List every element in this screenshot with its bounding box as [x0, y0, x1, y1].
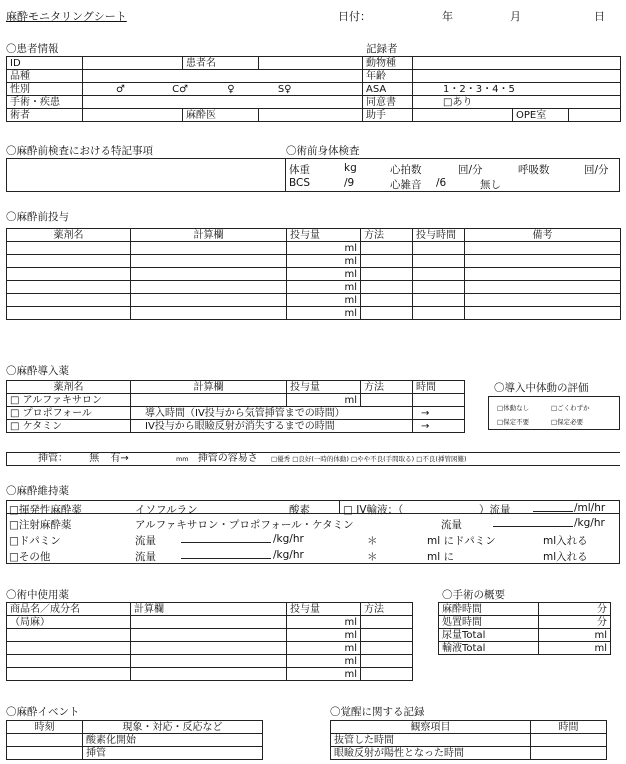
isoflurane-label: イソフルラン — [135, 504, 198, 516]
breed-field[interactable] — [83, 70, 363, 83]
table-row: ml — [7, 307, 621, 320]
patient-name-field[interactable] — [259, 57, 363, 70]
col-dose: 投与量 — [287, 229, 361, 242]
intubation-label: 挿管： — [38, 453, 68, 464]
alfaxalone-checkbox[interactable]: □ アルファキサロン — [7, 394, 131, 407]
dopamine-checkbox[interactable]: □ドパミン — [9, 535, 61, 547]
recovery-table: 観察項目 時間 抜管した時間 眼瞼反射が陽性となった時間 — [330, 720, 607, 760]
injectable-flow-unit: /kg/hr — [574, 517, 605, 529]
weight-label: 体重 — [289, 164, 310, 176]
asa-label: ASA — [363, 83, 413, 96]
recovery-section-title: 〇覚醒に関する記録 — [330, 706, 425, 718]
murmur-unit: /6 — [436, 177, 447, 189]
table-row: ml — [7, 294, 621, 307]
heart-rate-unit: 回/分 — [458, 164, 483, 176]
table-row: ml — [7, 642, 413, 655]
table-row: ml — [7, 281, 621, 294]
induction-section-title: 〇麻酔導入薬 — [6, 365, 69, 377]
murmur-none: 無し — [480, 179, 501, 191]
table-row: ml — [7, 242, 621, 255]
maint-section-title: 〇麻酔維持薬 — [6, 485, 69, 497]
recorder-label: 記録者 — [366, 43, 398, 55]
ope-room-label: OPE室 — [513, 109, 569, 122]
table-row: （局麻） ml — [7, 616, 413, 629]
murmur-label: 心雑音 — [390, 179, 422, 191]
patient-table — [6, 56, 363, 122]
col-method: 方法 — [361, 229, 413, 242]
other-flow-label: 流量 — [135, 551, 156, 563]
injectable-drugs-label: アルファキサロン・プロポフォール・ケタミン — [135, 519, 354, 531]
heart-rate-label: 心拍数 — [390, 164, 422, 176]
movement-slight[interactable]: □ごくわずか — [551, 404, 590, 412]
sex-label: 性別 — [7, 83, 83, 96]
recorder-table — [362, 56, 621, 122]
sex-castrated-male: C♂ — [172, 83, 189, 95]
intubation-ease-options[interactable]: □優秀 □良好(一時的体動) □やや不良(手間取る) □不良(挿管困難) — [271, 455, 467, 463]
patient-name-label: 患者名 — [183, 57, 259, 70]
induction-time-note: 導入時間（IV投与から気管挿管までの時間） — [131, 407, 413, 420]
maint-box: □揮発性麻酔薬 イソフルラン 酸素 □ IV輸液：（ ）流量 /ml/hr □注射麻酔薬 アルファキサロン・プロポフォール・ケタミン 流量 /kg/hr □ドパミン 流量 /kg/hr ＊ ml にドパミン ml入れる □その他 流量 /kg/hr ＊ ml に ml入れる — [6, 500, 620, 564]
intubation-yes[interactable]: 有→ — [110, 453, 129, 464]
col-drug-name: 薬剤名 — [7, 229, 131, 242]
table-row: 抜管した時間 — [331, 734, 607, 747]
id-label: ID — [7, 57, 83, 70]
intubation-ease-label: 挿管の容易さ — [197, 453, 258, 464]
other-flow-field[interactable] — [181, 549, 271, 559]
premed-section-title: 〇麻酔前投与 — [6, 211, 69, 223]
resp-rate-label: 呼吸数 — [518, 164, 550, 176]
id-field[interactable] — [83, 57, 183, 70]
sheet-title: 麻酔モニタリングシート — [6, 10, 127, 23]
phys-exam-title: 〇術前身体検査 — [286, 145, 360, 157]
assistant-field[interactable] — [413, 109, 513, 122]
dopamine-mix-unit: ml入れる — [543, 535, 588, 547]
year-label: 年 — [442, 10, 453, 23]
movement-none[interactable]: □体動なし — [497, 404, 530, 412]
dopamine-mix-label: ml にドパミン — [427, 535, 496, 547]
month-label: 月 — [510, 10, 521, 23]
sex-male: ♂ — [116, 83, 125, 95]
injectable-flow-field[interactable] — [493, 517, 573, 527]
table-row: 挿管 — [7, 747, 263, 760]
table-row: ml — [7, 629, 413, 642]
iv-rate-label: ）流量 — [479, 504, 511, 516]
intubation-no[interactable]: 無 — [89, 453, 100, 464]
table-row: ml — [7, 668, 413, 681]
table-row: ml — [7, 268, 621, 281]
dopamine-flow-label: 流量 — [135, 535, 156, 547]
col-remarks: 備考 — [465, 229, 621, 242]
table-row: 眼瞼反射が陽性となった時間 — [331, 747, 607, 760]
dopamine-flow-unit: /kg/hr — [273, 533, 304, 545]
other-flow-unit: /kg/hr — [273, 549, 304, 561]
events-table: 時刻 現象・対応・反応など 酸素化開始 挿管 — [6, 720, 263, 760]
phys-exam-box[interactable] — [285, 158, 620, 192]
local-anesthetic-label[interactable]: （局麻） — [7, 616, 131, 629]
assistant-label: 助手 — [363, 109, 413, 122]
day-label: 日 — [594, 10, 605, 23]
sex-female: ♀ — [227, 83, 235, 95]
col-time: 投与時間 — [413, 229, 465, 242]
movement-eval-box — [488, 396, 620, 430]
preexam-section-title: 〇麻酔前検査における特記事項 — [6, 145, 153, 157]
dopamine-flow-field[interactable] — [181, 533, 271, 543]
other-checkbox[interactable]: □その他 — [9, 551, 51, 563]
col-calc: 計算欄 — [131, 229, 287, 242]
bcs-unit: /9 — [344, 177, 355, 189]
sex-spayed-female: S♀ — [277, 83, 292, 95]
injectable-checkbox[interactable]: □注射麻酔薬 — [9, 519, 72, 531]
injectable-flow-label: 流量 — [441, 519, 462, 531]
other-mix-label: ml に — [427, 551, 454, 563]
date-label: 日付： — [338, 10, 371, 23]
anesthetist-field[interactable] — [259, 109, 363, 122]
ketamine-checkbox[interactable]: □ ケタミン — [7, 420, 131, 433]
induction-table: 薬剤名 計算欄 投与量 方法 時間 □ アルファキサロン ml □ プロポフォール 導入時間（IV投与から気管挿管までの時間） → □ ケタミン IV投与から眼瞼反射が消失するまでの時間 → — [6, 380, 465, 433]
ope-room-field[interactable] — [569, 109, 621, 122]
species-label: 動物種 — [363, 57, 413, 70]
movement-eval-title: 〇導入中体動の評価 — [494, 382, 589, 394]
surgeon-label: 術者 — [7, 109, 83, 122]
consent-checkbox[interactable]: □あり — [413, 96, 621, 109]
asa-options[interactable]: 1・2・3・4・5 — [413, 83, 621, 96]
events-section-title: 〇麻酔イベント — [6, 706, 80, 718]
age-label: 年齢 — [363, 70, 413, 83]
restraint-needed[interactable]: □保定必要 — [551, 418, 584, 426]
table-row: ml — [7, 655, 413, 668]
summary-table: 麻酔時間 分 処置時間 分 尿量Total ml 輸液Total ml — [438, 602, 611, 655]
breed-label: 品種 — [7, 70, 83, 83]
species-field[interactable] — [413, 57, 621, 70]
sex-options[interactable] — [83, 83, 363, 96]
surgery-label: 手術・疾患 — [7, 96, 83, 109]
age-field[interactable] — [413, 70, 621, 83]
restraint-unneeded[interactable]: □保定不要 — [497, 418, 530, 426]
iv-rate-field[interactable] — [533, 502, 573, 512]
surgeon-field[interactable] — [83, 109, 183, 122]
propofol-checkbox[interactable]: □ プロポフォール — [7, 407, 131, 420]
oxygen-label: 酸素 — [289, 504, 310, 516]
table-row: ml — [7, 255, 621, 268]
anesthetist-label: 麻酔医 — [183, 109, 259, 122]
table-row: 酸素化開始 — [7, 734, 263, 747]
bcs-label: BCS — [289, 177, 311, 189]
preexam-notes-field[interactable] — [6, 158, 286, 192]
weight-unit: kg — [344, 162, 357, 174]
premed-table — [6, 228, 621, 320]
consent-label: 同意書 — [363, 96, 413, 109]
intraop-section-title: 〇術中使用薬 — [6, 589, 69, 601]
summary-section-title: 〇手術の概要 — [442, 589, 505, 601]
resp-rate-unit: 回/分 — [584, 164, 609, 176]
iv-rate-unit: /ml/hr — [574, 502, 606, 514]
inhalant-checkbox[interactable]: □揮発性麻酔薬 — [9, 504, 82, 516]
iv-fluid-checkbox[interactable]: □ IV輸液：（ — [343, 504, 404, 516]
intraop-table: 商品名／成分名 計算欄 投与量 方法 （局麻） ml ml ml ml ml — [6, 602, 413, 681]
reflex-time-note: IV投与から眼瞼反射が消失するまでの時間 — [131, 420, 413, 433]
patient-section-title: 〇患者情報 — [6, 43, 59, 55]
other-mix-unit: ml入れる — [543, 551, 588, 563]
surgery-field[interactable] — [83, 96, 363, 109]
tube-size-unit: mm — [175, 455, 189, 463]
intubation-row — [6, 452, 620, 466]
